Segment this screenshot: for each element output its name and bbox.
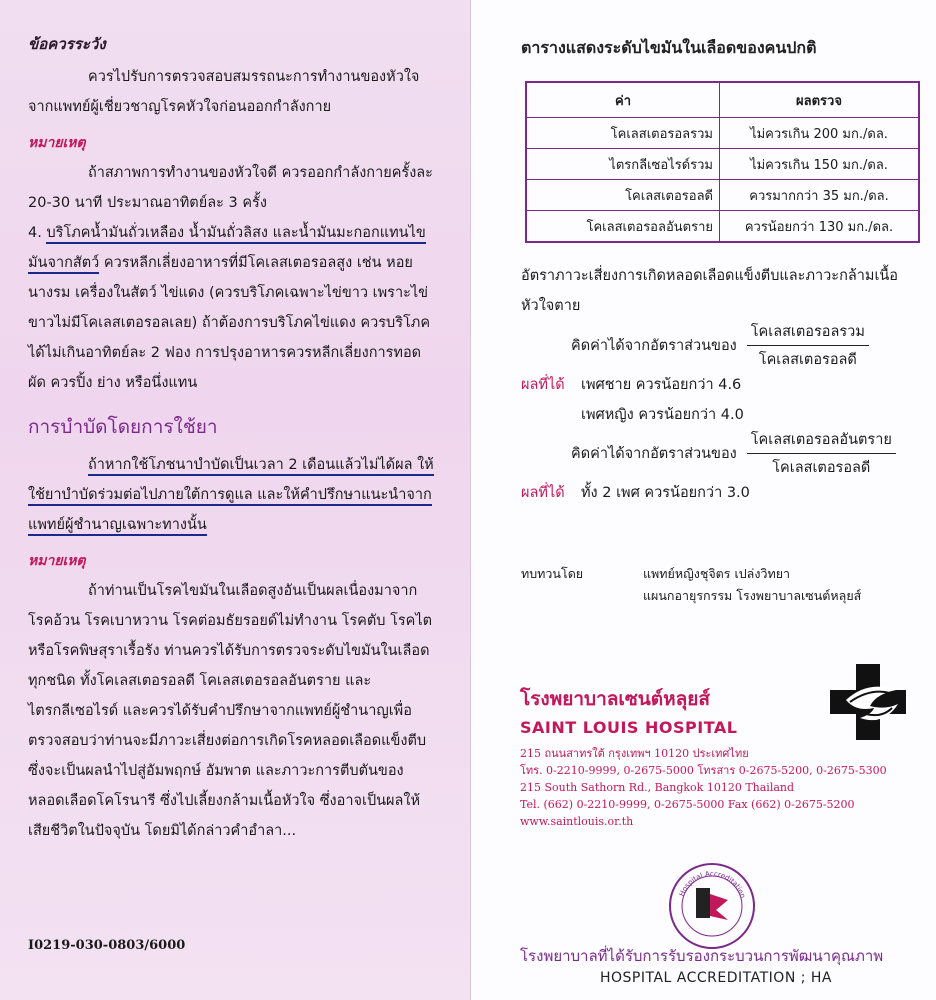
- result-female-row: [521, 399, 910, 429]
- table-row: [526, 149, 919, 180]
- lipid-table: [525, 81, 920, 243]
- note1-text: ถ้าสภาพการทำงานของหัวใจดี ควรออกกำลังกายครั้งละ 20-30 นาที ประมาณอาทิตย์ละ 3 ครั้ง: [28, 165, 433, 211]
- website-link[interactable]: www.saintlouis.or.th: [520, 815, 634, 828]
- table-cell: ไม่ควรเกิน 150 มก./ดล.: [720, 149, 920, 180]
- ratio2-numerator: โคเลสเตอรอลอันตราย: [747, 428, 896, 454]
- reviewer-dept: แผนกอายุรกรรม โรงพยาบาลเซนต์หลุยส์: [643, 588, 862, 603]
- risk-title: อัตราภาวะเสี่ยงการเกิดหลอดเลือดแข็งตีบและภาวะกล้ามเนื้อหัวใจตาย: [521, 268, 899, 314]
- drug-title: การบำบัดโดยการใช้ยา: [28, 416, 218, 438]
- footer-code: I0219-030-0803/6000: [28, 938, 186, 953]
- address-th: 215 ถนนสาทรใต้ กรุงเทพฯ 10120 ประเทศไทย: [520, 747, 749, 760]
- address-en: 215 South Sathorn Rd., Bangkok 10120 Thailand: [520, 781, 795, 794]
- seal-text: Hospital Accreditation: [677, 869, 747, 900]
- review-label: ทบทวนโดย: [521, 566, 584, 581]
- ratio1-denominator: โคเลสเตอรอลดี: [758, 351, 857, 368]
- hospital-name-th: โรงพยาบาลเซนต์หลุยส์: [520, 688, 710, 710]
- review-block: [521, 563, 910, 607]
- table-title: ตารางแสดงระดับไขมันในเลือดของคนปกติ: [521, 38, 817, 57]
- table-cell: ไตรกลีเซอไรด์รวม: [526, 149, 720, 180]
- table-header: ผลตรวจ: [720, 82, 920, 118]
- phone-en: Tel. (662) 0-2210-9999, 0-2675-5000 Fax (662) 0-2675-5200: [520, 798, 855, 811]
- drug-text: [28, 450, 440, 540]
- note2-title: หมายเหตุ: [28, 553, 86, 569]
- ratio1: [521, 321, 910, 369]
- table-cell: ไม่ควรเกิน 200 มก./ดล.: [720, 118, 920, 149]
- accreditation-en: HOSPITAL ACCREDITATION ; HA: [600, 970, 833, 986]
- reviewer: [643, 563, 861, 607]
- item4-rest: ควรหลีกเลี่ยงอาหารที่มีโคเลสเตอรอลสูง เช่น หอยนางรม เครื่องในสัตว์ ไข่แดง (ควรบริโภคเฉพาะไข่ขาว เพราะไข่ขาวไม่มีโคเลสเตอรอลเลย) ถ้าต้องการบริโภคไข่แดง ควรบริโภคได้ไม่เกินอาทิตย์ละ 2 ฟอง การปรุงอาหารควรหลีกเลี่ยงการทอด ผัด ควรปิ้ง ย่าง หรือนึ่งแทน: [28, 255, 431, 391]
- both-result: ทั้ง 2 เพศ ควรน้อยกว่า 3.0: [581, 484, 750, 501]
- ratio2-prefix: คิดค่าได้จากอัตราส่วนของ: [571, 445, 737, 462]
- result-both-row: [521, 477, 910, 507]
- result-label: ผลที่ได้: [521, 376, 565, 393]
- reviewer-name: แพทย์หญิงชุจิตร เปล่งวิทยา: [643, 566, 791, 581]
- ratio2-denominator: โคเลสเตอรอลดี: [772, 459, 871, 476]
- accreditation-seal-icon: [666, 860, 758, 952]
- note2-text: ถ้าท่านเป็นโรคไขมันในเลือดสูงอันเป็นผลเนื่องมาจากโรคอ้วน โรคเบาหวาน โรคต่อมธัยรอยด์ไม่ทำงาน โรคตับ โรคไต หรือโรคพิษสุราเรื้อรัง ท่านควรได้รับการตรวจระดับไขมันในเลือดทุกชนิด ทั้งโคเลสเตอรอลดี โคเลสเตอรอลอันตราย และไตรกลีเซอไรด์ และควรได้รับคำปรึกษาจากแพทย์ผู้ชำนาญเพื่อตรวจสอบว่าท่านจะมีภาวะเสี่ยงต่อการเกิดโรคหลอดเลือดแข็งตีบ ซึ่งจะเป็นผลนำไปสู่อัมพฤกษ์ อัมพาต และภาวะการตีบตันของหลอดเลือดโคโรนารี ซึ่งไปเลี้ยงกล้ามเนื้อหัวใจ ซึ่งอาจเป็นผลให้เสียชีวิตในปัจจุบัน โดยมิได้กล่าวคำอำลา...: [28, 583, 433, 839]
- ratio2: [521, 429, 910, 477]
- drug-text-underlined: ถ้าหากใช้โภชนาบำบัดเป็นเวลา 2 เดือนแล้วไม่ได้ผล ให้ใช้ยาบำบัดร่วมต่อไปภายใต้การดูแล และให้คำปรึกษาแนะนำจากแพทย์ผู้ชำนาญเฉพาะทางนั้น: [28, 457, 434, 536]
- phone-th: โทร. 0-2210-9999, 0-2675-5000 โทรสาร 0-2675-5200, 0-2675-5300: [520, 764, 887, 777]
- table-cell: โคเลสเตอรอลอันตราย: [526, 211, 720, 243]
- item4-num: 4.: [28, 225, 42, 241]
- ratio2-fraction: [747, 428, 896, 479]
- female-result: เพศหญิง ควรน้อยกว่า 4.0: [581, 406, 744, 423]
- note1-title: หมายเหตุ: [28, 135, 86, 151]
- table-cell: ควรมากกว่า 35 มก./ดล.: [720, 180, 920, 211]
- result-label: ผลที่ได้: [521, 484, 565, 501]
- right-panel: [470, 0, 936, 1000]
- hospital-name-en: SAINT LOUIS HOSPITAL: [520, 718, 738, 737]
- accreditation-th: โรงพยาบาลที่ได้รับการรับรองกระบวนการพัฒนาคุณภาพ: [520, 947, 884, 965]
- ratio1-fraction: [747, 320, 869, 371]
- caution-title: ข้อควรระวัง: [28, 35, 106, 53]
- item4-underlined: บริโภคน้ำมันถั่วเหลือง น้ำมันถั่วลิสง และน้ำมันมะกอกแทนไขมันจากสัตว์: [28, 225, 426, 274]
- male-result: เพศชาย ควรน้อยกว่า 4.6: [581, 376, 742, 393]
- table-cell: โคเลสเตอรอลดี: [526, 180, 720, 211]
- item4: [28, 218, 440, 398]
- table-header: ค่า: [526, 82, 720, 118]
- table-row: [526, 118, 919, 149]
- table-row: [526, 180, 919, 211]
- caution-text: ควรไปรับการตรวจสอบสมรรถนะการทำงานของหัวใจจากแพทย์ผู้เชี่ยวชาญโรคหัวใจก่อนออกกำลังกาย: [28, 69, 420, 115]
- table-header-row: [526, 82, 919, 118]
- result-male-row: [521, 369, 910, 399]
- table-cell: ควรน้อยกว่า 130 มก./ดล.: [720, 211, 920, 243]
- table-row: [526, 211, 919, 243]
- ratio1-prefix: คิดค่าได้จากอัตราส่วนของ: [571, 337, 737, 354]
- address-block: [520, 745, 910, 830]
- ratio1-numerator: โคเลสเตอรอลรวม: [747, 320, 869, 346]
- hospital-logo-icon: [826, 660, 910, 744]
- table-cell: โคเลสเตอรอลรวม: [526, 118, 720, 149]
